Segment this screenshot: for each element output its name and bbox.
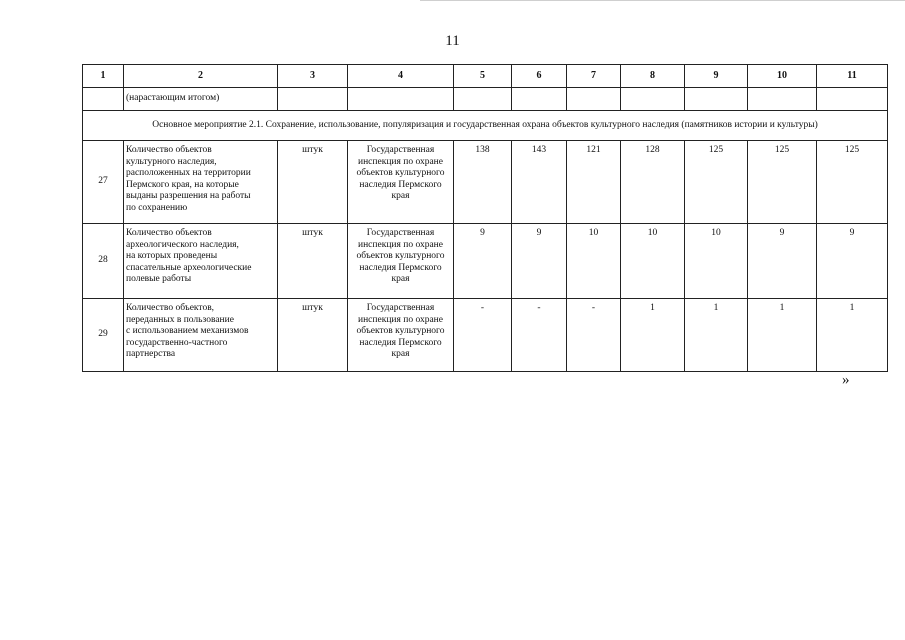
header-row (83, 65, 888, 88)
value-cell: - (567, 299, 621, 372)
text-line: края (391, 274, 410, 284)
text-line: инспекция по охране (358, 239, 443, 250)
text-line: культурного наследия, (126, 156, 217, 167)
value-cell: 138 (454, 141, 512, 224)
header-cell: 11 (817, 65, 888, 88)
indicator-name (124, 141, 278, 224)
table-cell (748, 88, 817, 111)
unit-cell: штук (278, 299, 348, 372)
header-cell: 2 (124, 65, 278, 88)
table-cell (685, 88, 748, 111)
text-line: края (391, 349, 410, 359)
executor-cell (348, 141, 454, 224)
row-number: 28 (83, 224, 124, 299)
value-cell: 125 (817, 141, 888, 224)
text-line: Количество объектов (126, 228, 212, 238)
value-cell: 1 (621, 299, 685, 372)
value-cell: 1 (817, 299, 888, 372)
text-line: расположенных на территории (126, 168, 251, 178)
table-cell (621, 88, 685, 111)
value-cell: 143 (512, 141, 567, 224)
value-cell: 128 (621, 141, 685, 224)
row-number: 27 (83, 141, 124, 224)
text-line: партнерства (126, 349, 176, 359)
row-number: 29 (83, 299, 124, 372)
text-line: выданы разрешения на работы (126, 191, 251, 201)
table-cell (278, 88, 348, 111)
value-cell: 10 (621, 224, 685, 299)
text-line: наследия Пермского (359, 337, 442, 348)
text-line: Государственная (366, 303, 435, 313)
continuation-row (83, 88, 888, 111)
text-line: края (391, 191, 410, 201)
text-line: переданных в пользование (126, 314, 234, 325)
text-line: с использованием механизмов (126, 326, 249, 336)
value-cell: - (512, 299, 567, 372)
indicators-table (82, 64, 888, 372)
section-title: Основное мероприятие 2.1. Сохранение, использование, популяризация и государственная охрана объектов культурного наследия (памятников истории и культуры) (83, 111, 888, 141)
closing-quote-mark: » (842, 372, 850, 388)
text-line: государственно-частного (126, 337, 228, 348)
text-line: объектов культурного (356, 251, 445, 261)
page-number: 11 (445, 33, 460, 49)
text-line: Пермского края, на которые (126, 179, 239, 190)
text-line: полевые работы (126, 274, 192, 284)
table-cell (512, 88, 567, 111)
value-cell: 1 (685, 299, 748, 372)
value-cell: 121 (567, 141, 621, 224)
table-cell (83, 88, 124, 111)
value-cell: 9 (454, 224, 512, 299)
text-line: Государственная (366, 145, 435, 155)
text-line: археологического наследия, (126, 239, 239, 250)
table-cell (567, 88, 621, 111)
text-line: Количество объектов (126, 145, 212, 155)
page-edge-line (420, 0, 905, 1)
continuation-text: (нарастающим итогом) (124, 88, 278, 111)
text-line: наследия Пермского (359, 262, 442, 273)
header-cell: 6 (512, 65, 567, 88)
value-cell: 9 (748, 224, 817, 299)
value-cell: - (454, 299, 512, 372)
text-line: объектов культурного (356, 326, 445, 336)
value-cell: 125 (748, 141, 817, 224)
header-cell: 8 (621, 65, 685, 88)
executor-cell (348, 299, 454, 372)
text-line: по сохранению (126, 202, 188, 213)
text-line: на которых проведены (126, 251, 218, 261)
table-row (83, 141, 888, 224)
executor-cell (348, 224, 454, 299)
section-row (83, 111, 888, 141)
header-cell: 1 (83, 65, 124, 88)
header-cell: 5 (454, 65, 512, 88)
text-line: инспекция по охране (358, 314, 443, 325)
text-line: инспекция по охране (358, 156, 443, 167)
text-line: спасательные археологические (126, 262, 252, 273)
header-cell: 7 (567, 65, 621, 88)
text-line: Государственная (366, 228, 435, 238)
header-cell: 4 (348, 65, 454, 88)
value-cell: 9 (817, 224, 888, 299)
table-row (83, 299, 888, 372)
header-cell: 3 (278, 65, 348, 88)
table-row (83, 224, 888, 299)
unit-cell: штук (278, 224, 348, 299)
value-cell: 9 (512, 224, 567, 299)
value-cell: 1 (748, 299, 817, 372)
text-line: Количество объектов, (126, 303, 215, 313)
value-cell: 125 (685, 141, 748, 224)
table-cell (817, 88, 888, 111)
header-cell: 9 (685, 65, 748, 88)
header-cell: 10 (748, 65, 817, 88)
value-cell: 10 (685, 224, 748, 299)
value-cell: 10 (567, 224, 621, 299)
indicator-name (124, 224, 278, 299)
table-cell (454, 88, 512, 111)
text-line: объектов культурного (356, 168, 445, 178)
indicator-name (124, 299, 278, 372)
text-line: наследия Пермского (359, 179, 442, 190)
unit-cell: штук (278, 141, 348, 224)
table-cell (348, 88, 454, 111)
